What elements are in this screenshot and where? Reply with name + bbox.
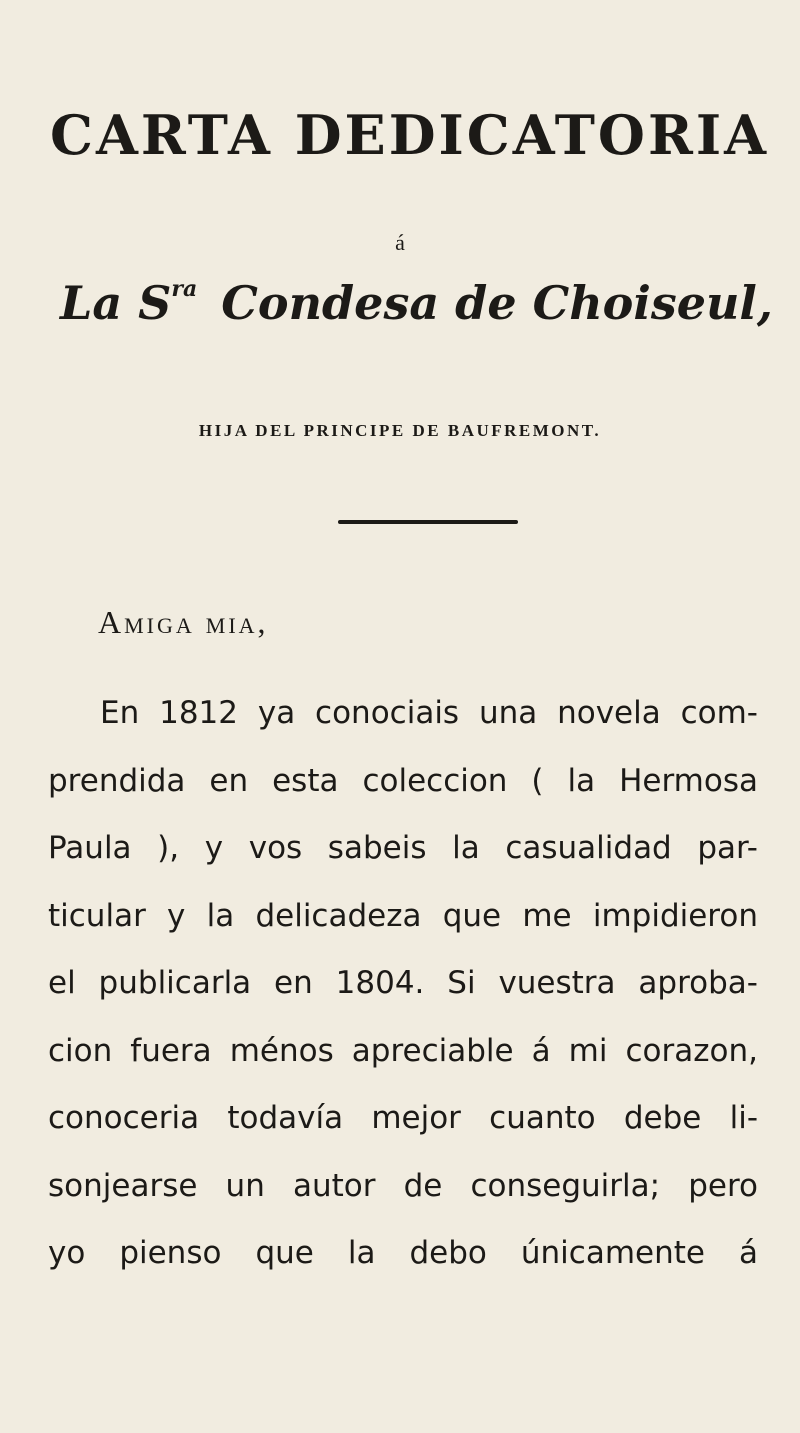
addressee-honorific-sup: ra (171, 276, 198, 302)
connector-word: á (395, 230, 405, 255)
body-line: conoceria todavía mejor cuanto debe li- (48, 1100, 758, 1136)
body-line: yo pienso que la debo únicamente á (48, 1235, 758, 1271)
addressee-prefix: La (60, 276, 123, 330)
body-line: el publicarla en 1804. Si vuestra aproba- (48, 965, 758, 1001)
subtitle: HIJA DEL PRINCIPE DE BAUFREMONT. (198, 421, 602, 440)
addressee-line (60, 276, 773, 330)
decorative-rule (338, 520, 518, 524)
addressee-name: Condesa de Choiseul, (221, 276, 773, 330)
body-line: sonjearse un autor de conseguirla; pero (48, 1167, 758, 1204)
page-title: CARTA DEDICATORIA (50, 103, 769, 167)
addressee-honorific: S (138, 276, 172, 330)
letter-body (48, 680, 758, 1288)
body-line: ticular y la delicadeza que me impidieron (48, 897, 758, 934)
body-line: cion fuera ménos apreciable á mi corazon, (48, 1032, 758, 1069)
body-line: prendida en esta coleccion ( la Hermosa (48, 762, 758, 799)
body-line: Paula ), y vos sabeis la casualidad par- (48, 830, 758, 866)
salutation: Amiga mia, (98, 604, 269, 640)
body-line: En 1812 ya conociais una novela com- (100, 695, 758, 731)
